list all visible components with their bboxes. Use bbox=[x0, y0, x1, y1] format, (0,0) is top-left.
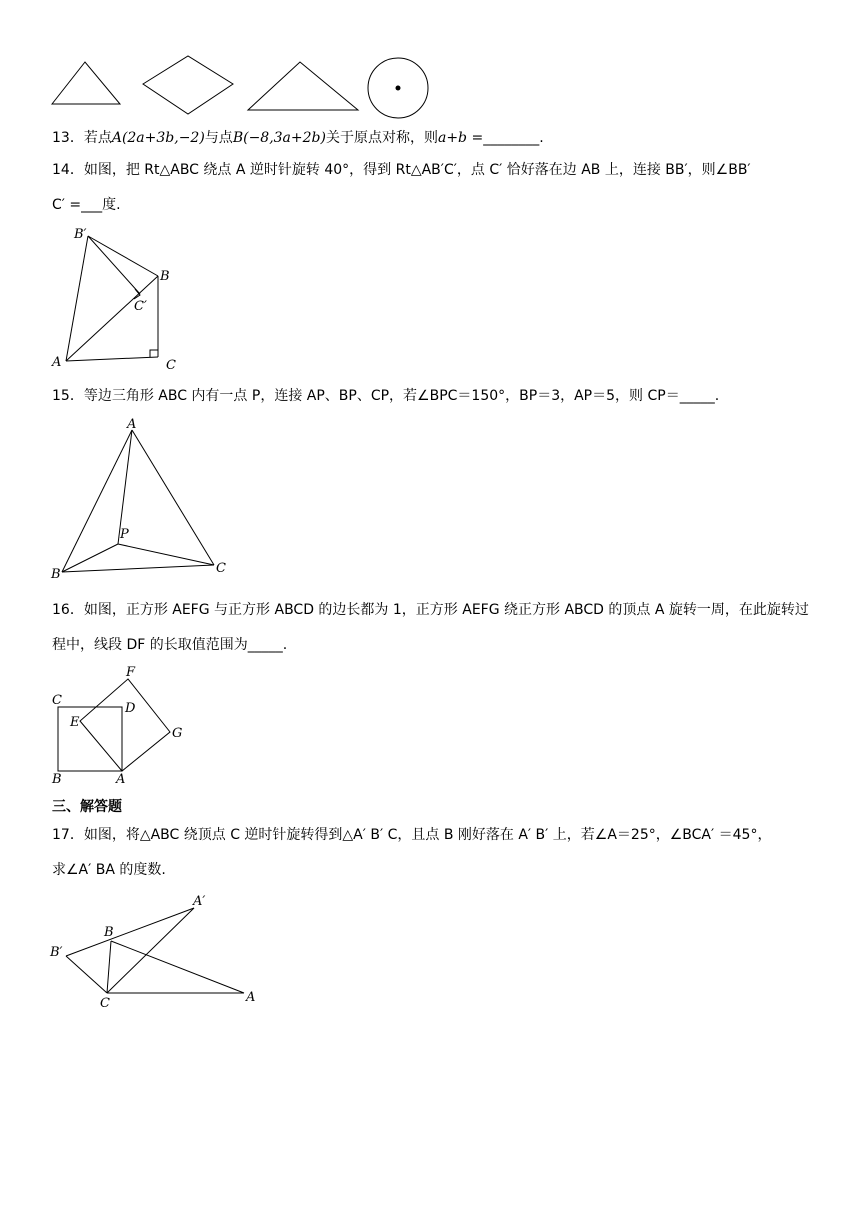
fig14-label-c: C bbox=[166, 358, 176, 373]
equilateral-triangle-shape bbox=[52, 62, 120, 104]
q13-point-b: B(−8,3a+2b) bbox=[232, 130, 326, 146]
q13-text-post: 关于原点对称，则 bbox=[325, 130, 438, 146]
fig15-label-b: B bbox=[51, 567, 61, 582]
q13-text-pre: 若点 bbox=[83, 130, 112, 146]
circle-center-dot bbox=[396, 86, 401, 91]
q13-text-mid: 与点 bbox=[204, 130, 233, 146]
fig15-label-p: P bbox=[120, 527, 129, 542]
figure-16 bbox=[48, 664, 188, 790]
q13-answer-blank: ________. bbox=[483, 130, 544, 146]
fig16-label-a: A bbox=[116, 772, 126, 787]
fig15-label-c: C bbox=[216, 561, 226, 576]
question-17-line-2: 求∠A′ BA 的度数. bbox=[52, 862, 166, 878]
fig14-label-a: A bbox=[52, 355, 62, 370]
question-14-line-1: 14．如图，把 Rt△ABC 绕点 A 逆时针旋转 40°，得到 Rt△AB′C′，点 C′ 恰好落在边 AB 上，连接 BB′，则∠BB′ bbox=[52, 162, 751, 178]
fig17-label-b: B bbox=[104, 925, 114, 940]
figure-15 bbox=[48, 414, 238, 584]
fig14-label-b: B bbox=[160, 269, 170, 284]
fig16-label-c: C bbox=[52, 693, 62, 708]
section-heading: 三、解答题 bbox=[52, 799, 122, 815]
fig17-label-a: A bbox=[246, 990, 256, 1005]
question-17-line-1: 17．如图，将△ABC 绕顶点 C 逆时针旋转得到△A′ B′ C，且点 B 刚好落在 A′ B′ 上，若∠A＝25°，∠BCA′ ＝45°， bbox=[52, 827, 772, 843]
rhombus-shape bbox=[143, 56, 233, 114]
question-13 bbox=[52, 128, 544, 148]
q13-point-a: A(2a+3b,−2) bbox=[111, 130, 205, 146]
fig16-label-d: D bbox=[125, 701, 136, 716]
fig14-label-b-prime: B′ bbox=[74, 227, 87, 242]
fig16-label-e: E bbox=[70, 715, 80, 730]
fig15-label-a: A bbox=[127, 417, 137, 432]
question-14-line-2: C′ =___度. bbox=[52, 197, 121, 213]
fig16-label-g: G bbox=[172, 726, 183, 741]
q13-number: 13． bbox=[52, 130, 84, 146]
q13-expression: a+b = bbox=[437, 130, 484, 146]
fig14-label-c-prime: C′ bbox=[134, 299, 147, 314]
question-15: 15．等边三角形 ABC 内有一点 P，连接 AP、BP、CP，若∠BPC＝150°，BP＝3，AP＝5，则 CP＝_____. bbox=[52, 388, 720, 404]
question-16-line-1: 16．如图，正方形 AEFG 与正方形 ABCD 的边长都为 1，正方形 AEFG 绕正方形 ABCD 的顶点 A 旋转一周，在此旋转过 bbox=[52, 602, 809, 618]
figure-14 bbox=[48, 224, 188, 374]
fig17-label-b-prime: B′ bbox=[50, 945, 63, 960]
fig16-label-f: F bbox=[126, 665, 136, 680]
isosceles-triangle-shape bbox=[248, 62, 358, 110]
fig17-label-a-prime: A′ bbox=[193, 894, 206, 909]
question-16-line-2: 程中，线段 DF 的长取值范围为_____. bbox=[52, 637, 288, 653]
shapes-figure bbox=[40, 52, 440, 122]
figure-17 bbox=[48, 890, 268, 1016]
fig17-label-c: C bbox=[100, 996, 110, 1011]
fig16-label-b: B bbox=[52, 772, 62, 787]
